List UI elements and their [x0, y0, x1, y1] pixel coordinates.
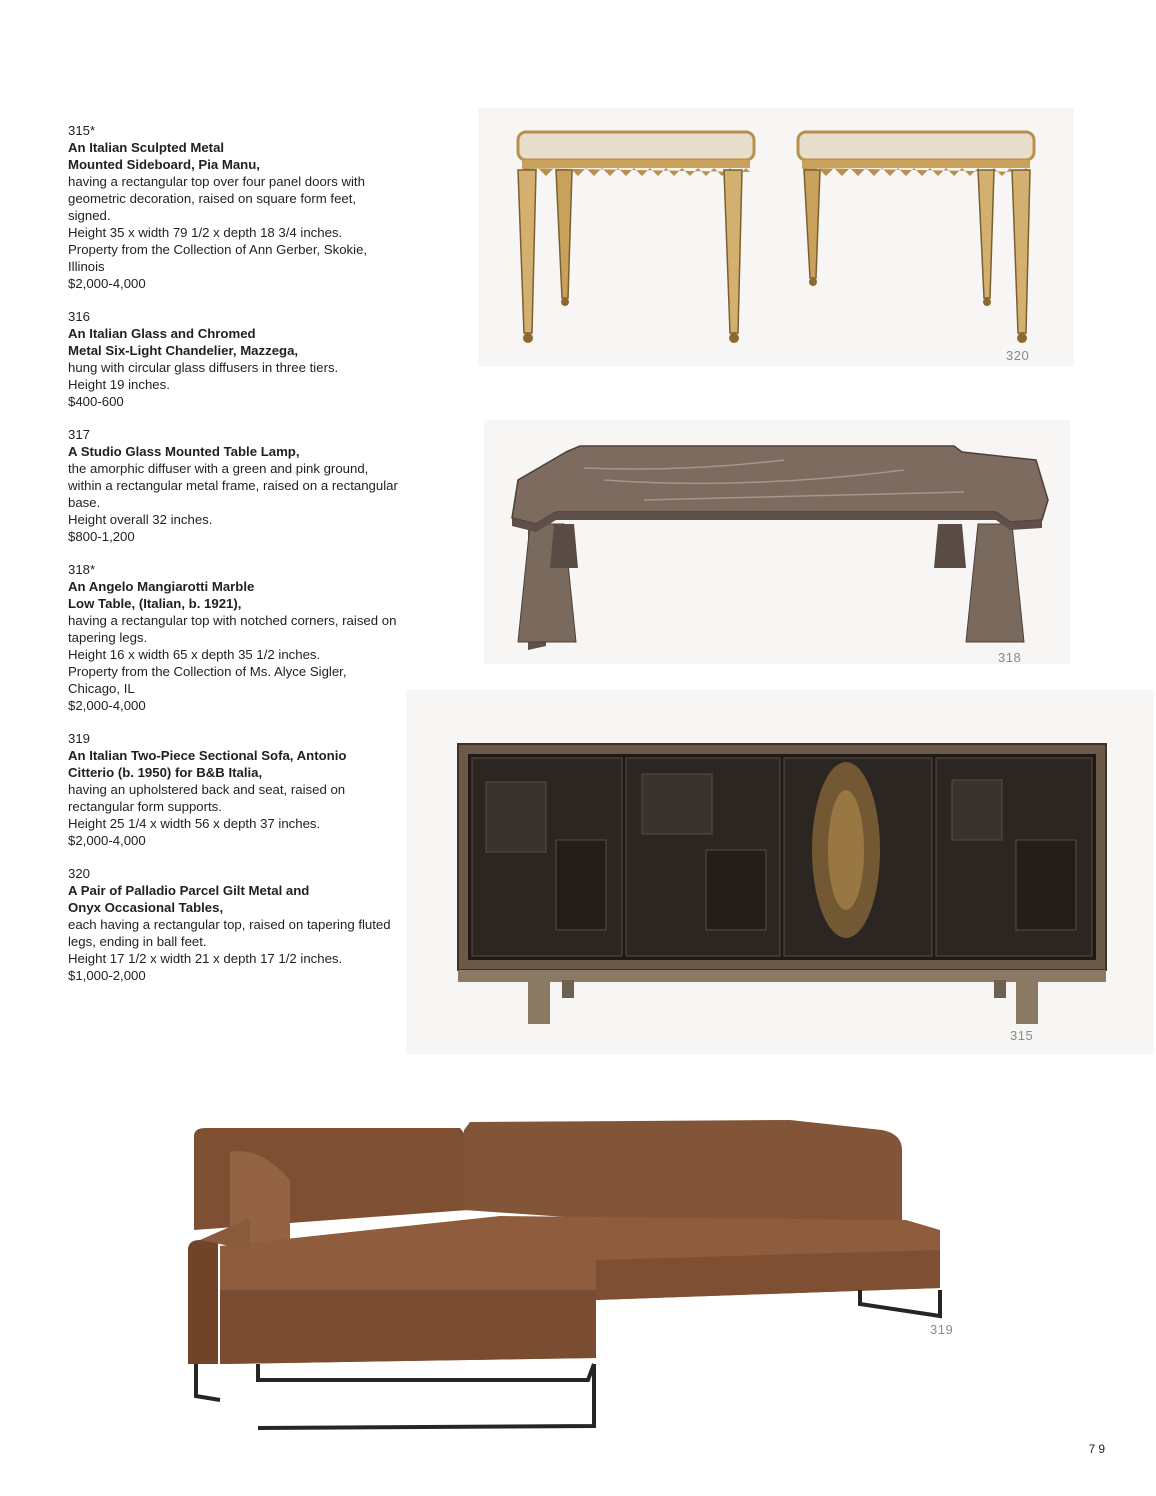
- lot-title: Citterio (b. 1950) for B&B Italia,: [68, 765, 263, 780]
- lot-estimate: $2,000-4,000: [68, 276, 146, 291]
- lot-number: 319: [68, 731, 91, 746]
- marble-table-illustration: [484, 420, 1070, 664]
- lot-description: having an upholstered back and seat, raised on rectangular form supports.: [68, 782, 346, 814]
- lot-dimensions: Height overall 32 inches.: [68, 512, 213, 527]
- sideboard-illustration: [406, 690, 1154, 1054]
- lot-number: 316: [68, 309, 91, 324]
- tables-photo: [478, 108, 1074, 366]
- lot-title: Metal Six-Light Chandelier, Mazzega,: [68, 343, 299, 358]
- lot-estimate: $2,000-4,000: [68, 833, 146, 848]
- lot-estimate: $800-1,200: [68, 529, 135, 544]
- lot-title: Mounted Sideboard, Pia Manu,: [68, 157, 260, 172]
- lot-provenance: Property from the Collection of Ann Gerber, Skokie, Illinois: [68, 242, 368, 274]
- lot-description: hung with circular glass diffusers in three tiers.: [68, 360, 339, 375]
- sofa-photo: [170, 1090, 964, 1438]
- lot-number: 318*: [68, 562, 96, 577]
- lot-provenance: Property from the Collection of Ms. Alyce Sigler, Chicago, IL: [68, 664, 347, 696]
- lot-title: A Studio Glass Mounted Table Lamp,: [68, 444, 300, 459]
- lot-315: [68, 122, 398, 292]
- lot-title: An Italian Sculpted Metal: [68, 140, 225, 155]
- lot-dimensions: Height 16 x width 65 x depth 35 1/2 inches.: [68, 647, 321, 662]
- caption-318: 318: [998, 650, 1022, 665]
- occasional-tables-illustration: [478, 108, 1074, 366]
- lot-description: having a rectangular top over four panel doors with geometric decoration, raised on square form feet, signed.: [68, 174, 365, 223]
- lot-dimensions: Height 17 1/2 x width 21 x depth 17 1/2 inches.: [68, 951, 343, 966]
- lot-estimate: $400-600: [68, 394, 124, 409]
- lot-description: each having a rectangular top, raised on tapering fluted legs, ending in ball feet.: [68, 917, 391, 949]
- lot-320: [68, 865, 398, 984]
- lot-title: A Pair of Palladio Parcel Gilt Metal and: [68, 883, 310, 898]
- caption-319: 319: [930, 1322, 954, 1337]
- lot-317: [68, 426, 398, 545]
- lot-title: Low Table, (Italian, b. 1921),: [68, 596, 242, 611]
- lot-316: [68, 308, 398, 410]
- lot-title: An Italian Glass and Chromed: [68, 326, 256, 341]
- lot-dimensions: Height 35 x width 79 1/2 x depth 18 3/4 inches.: [68, 225, 343, 240]
- page-number: 79: [1088, 1442, 1108, 1456]
- lot-number: 315*: [68, 123, 96, 138]
- lot-number: 317: [68, 427, 91, 442]
- marble-table-photo: [484, 420, 1070, 664]
- lot-318: [68, 561, 398, 714]
- sectional-sofa-illustration: [170, 1090, 964, 1438]
- lot-estimate: $1,000-2,000: [68, 968, 146, 983]
- lot-dimensions: Height 19 inches.: [68, 377, 170, 392]
- sideboard-photo: [406, 690, 1154, 1054]
- lot-319: [68, 730, 398, 849]
- lot-title: Onyx Occasional Tables,: [68, 900, 224, 915]
- lot-dimensions: Height 25 1/4 x width 56 x depth 37 inches.: [68, 816, 321, 831]
- lot-estimate: $2,000-4,000: [68, 698, 146, 713]
- lot-listing: [68, 122, 398, 1000]
- lot-title: An Italian Two-Piece Sectional Sofa, Antonio: [68, 748, 347, 763]
- lot-description: the amorphic diffuser with a green and pink ground, within a rectangular metal frame, raised on a rectangular base.: [68, 461, 398, 510]
- caption-320: 320: [1006, 348, 1030, 363]
- lot-description: having a rectangular top with notched corners, raised on tapering legs.: [68, 613, 397, 645]
- caption-315: 315: [1010, 1028, 1034, 1043]
- lot-number: 320: [68, 866, 91, 881]
- lot-title: An Angelo Mangiarotti Marble: [68, 579, 255, 594]
